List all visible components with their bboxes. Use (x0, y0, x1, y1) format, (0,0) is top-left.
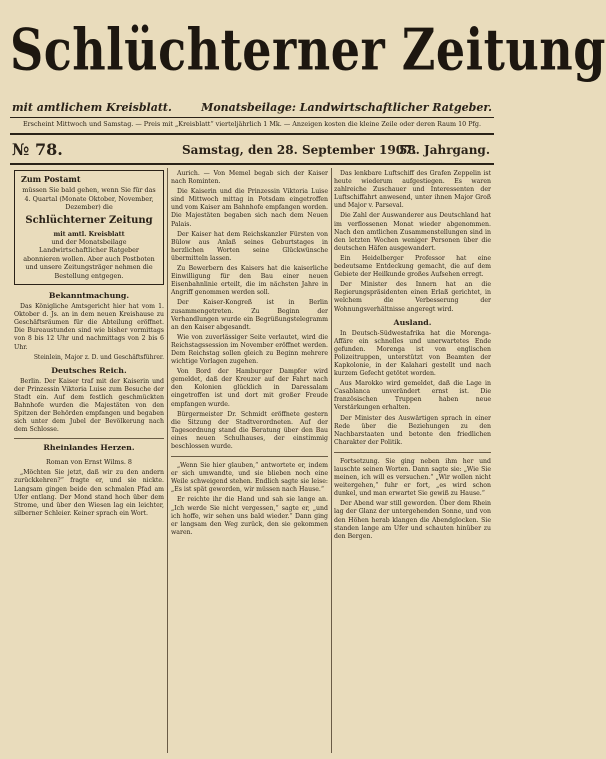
subtitle-left: mit amtlichem Kreisblatt. (12, 101, 172, 114)
article-paragraph: Er reichte ihr die Hand und sah sie lange an. „Ich werde Sie nicht vergessen,“ sagte er, „und ich hoffe, wir sehen uns bald wieder.“ Dann ging er langsam den Weg zurück, den sie gekommen waren. (171, 496, 328, 536)
newspaper-title: Schlüchterner Zeitung (10, 15, 606, 83)
issue-bar (10, 140, 494, 160)
subtitle-right: Monatsbeilage: Landwirtschaftlicher Ratgeber. (201, 101, 492, 114)
divider (14, 438, 164, 439)
divider (10, 163, 494, 165)
article-paragraph: „Möchten Sie jetzt, daß wir zu den andern zurückkehren?“ fragte er, und sie nickte. Langsam gingen beide den schmalen Pfad am Ufer entlang. Der Mond stand hoch über dem Strome, und über den Wiesen lag ein leichter, silberner Schleier. Keiner sprach ein Wort. (14, 469, 164, 517)
box-subtitle: mit amtl. Kreisblatt (53, 229, 125, 238)
box-title: Schlüchterner Zeitung (25, 214, 153, 226)
article-paragraph: Der Kaiser-Kongreß ist in Berlin zusammengetreten. Zu Beginn der Verhandlungen wurde ein Begrüßungstelegramm an den Kaiser abgesandt. (171, 299, 328, 331)
article-paragraph: Die Kaiserin und die Prinzessin Viktoria Luise sind Mittwoch mittag in Potsdam eingetroffen und vom Kaiser am Bahnhofe empfangen worden. Die Majestäten begaben sich nach dem Neuen Palais. (171, 188, 328, 228)
column-1 (14, 170, 164, 750)
section-heading: Ausland. (393, 317, 432, 327)
column-divider (331, 168, 332, 753)
article-paragraph: Berlin. Der Kaiser traf mit der Kaiserin und der Prinzessin Viktoria Luise zum Besuche der Stadt ein. Auf dem festlich geschmückten Bahnhofe wurden die Majestäten von den Spitzen der Behörden empfangen und begaben sich unter dem Jubel der Bevölkerung nach dem Schlosse. (14, 377, 164, 434)
masthead (10, 15, 606, 92)
article-paragraph: Ein Heidelberger Professor hat eine bedeutsame Entdeckung gemacht, die auf dem Gebiete der Heilkunde großes Aufsehen erregt. (334, 254, 491, 279)
article-paragraph: Wie von zuverlässiger Seite verlautet, wird die Reichstagssession im November eröffnet werden. Dem Reichstag sollen gleich zu Beginn mehrere wichtige Vorlagen zugehen. (171, 333, 328, 366)
divider (10, 117, 494, 118)
column-divider (167, 168, 168, 753)
divider (10, 133, 494, 135)
article-paragraph: Der Abend war still geworden. Über dem Rhein lag der Glanz der untergehenden Sonne, und von den Höhen herab klangen die Abendglocken. Sie standen lange am Ufer und schauten hinüber zu den Bergen. (334, 500, 491, 540)
article-paragraph: Zu Bewerbern des Kaisers hat die kaiserliche Einwilligung für den Bau einer neuen Eisenbahnlinie erteilt, die im nächsten Jahre in Angriff genommen werden soll. (171, 265, 328, 297)
article-paragraph: Das Königliche Amtsgericht hier hat vom 1. Oktober d. Js. an in dem neuen Kreishause zu Geschäftsräumen für die Abteilung eröffnet. Die Bureaustunden sind wie bisher vormittags von 8 bis 12 Uhr und nachmittags von 2 bis 6 Uhr. (14, 303, 164, 351)
masthead-subtitle (12, 101, 492, 115)
section-heading: Bekanntmachung. (48, 291, 130, 301)
article-paragraph: Der Minister des Auswärtigen sprach in einer Rede über die Beziehungen zu den Nachbarstaaten und betonte den friedlichen Charakter der Politik. (334, 414, 491, 446)
feuilleton-byline: Roman von Ernst Wilms. 8 (45, 458, 132, 467)
article-paragraph: Der Kaiser hat dem Reichskanzler Fürsten von Bülow aus Anlaß seines Geburtstages in herzlichen Worten seine Glückwünsche übermitteln lassen. (171, 230, 328, 262)
article-paragraph: Bürgermeister Dr. Schmidt eröffnete gestern die Sitzung der Stadtverordneten. Auf der Tagesordnung stand die Beratung über den Bau eines neuen Schulhauses, der einstimmig beschlossen wurde. (171, 410, 328, 450)
article-paragraph: Die Zahl der Auswanderer aus Deutschland hat im verflossenen Monat wieder abgenommen. Nach den amtlichen Zusammenstellungen sind in den letzten Wochen weniger Personen über die deutschen Häfen ausgewandert. (334, 212, 491, 252)
box-text-2: und der Monatsbeilage Landwirtschaftlicher Ratgeber abonnieren wollen. Aber auch Postboten und unsere Zeitungsträger nehmen die Bestellung entgegen. (23, 238, 155, 280)
box-text: müssen Sie bald gehen, wenn Sie für das 4. Quartal (Monate Oktober, November, Dezember) die (22, 186, 156, 212)
column-3 (334, 170, 491, 750)
article-paragraph: Aus Marokko wird gemeldet, daß die Lage in Casablanca unverändert ernst ist. Die französischen Truppen haben neue Verstärkungen erhalten. (334, 380, 491, 412)
article-paragraph: Aurich. — Von Memel begab sich der Kaiser nach Rominten. (171, 170, 328, 186)
box-heading: Zum Postamt (21, 174, 81, 184)
section-heading: Deutsches Reich. (51, 365, 127, 375)
feuilleton-heading: Rheinlandes Herzen. (43, 443, 135, 453)
article-paragraph: Das lenkbare Luftschiff des Grafen Zeppelin ist heute wiederum aufgestiegen. Es waren zahlreiche Zuschauer und Interessenten der Luftschiffahrt anwesend, unter ihnen Major Groß und Major v. Parseval. (334, 170, 491, 210)
article-paragraph: Fortsetzung. Sie ging neben ihm her und lauschte seinen Worten. Dann sagte sie: „Wie Sie meinen, ich will es versuchen.“ „Wir wollen nicht weitergehen,“ fuhr er fort, „es wird schon dunkel, und man erwartet Sie gewiß zu Hause.“ (334, 457, 491, 498)
article-paragraph: Von Bord der Hamburger Dampfer wird gemeldet, daß der Kreuzer auf der Fahrt nach den Kolonien glücklich in Daressalam eingetroffen ist und dort mit großer Freude empfangen wurde. (171, 368, 328, 408)
column-2 (171, 170, 328, 750)
subscription-info: Erscheint Mittwoch und Samstag. — Preis mit „Kreisblatt“ vierteljährlich 1 Mk. — Anzeigen kosten die kleine Zeile oder deren Raum 10 Pfg. (22, 120, 482, 128)
signature: Steinlein, Major z. D. und Geschäftsführer. (33, 353, 164, 361)
article-paragraph: In Deutsch-Südwestafrika hat die Morenga-Affäre ein schnelles und unerwartetes Ende gefunden. Morenga ist von englischen Polizeitruppen, unterstützt von Beamten der Kapkolonie, in der Kalahari gestellt und nach kurzem Gefecht getötet worden. (334, 329, 491, 378)
issue-number: № 78. (12, 140, 63, 159)
divider (171, 456, 328, 457)
issue-year: 58. Jahrgang. (398, 143, 490, 157)
subscription-box (14, 170, 164, 285)
issue-date: Samstag, den 28. September 1907. (182, 143, 417, 157)
divider (334, 452, 491, 453)
article-paragraph: Der Minister des Innern hat an die Regierungspräsidenten einen Erlaß gerichtet, in welchem die Verbesserung der Wohnungsverhältnisse angeregt wird. (334, 281, 491, 313)
article-paragraph: „Wenn Sie hier glauben,“ antwortete er, indem er sich umwandte, und sie blieben noch eine Weile schweigend stehen. Endlich sagte sie leise: „Es ist spät geworden, wir müssen nach Hause.“ (171, 462, 328, 494)
